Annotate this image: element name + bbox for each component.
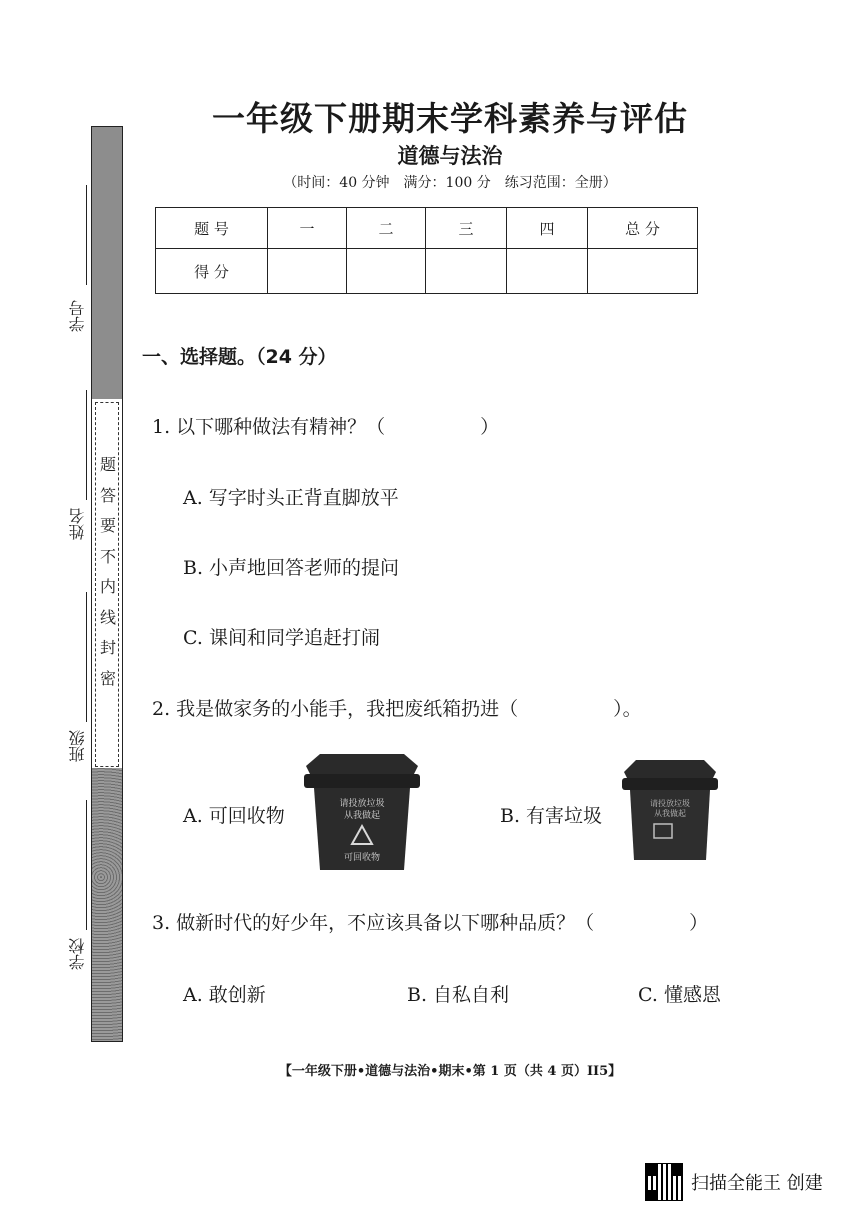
- scanner-watermark: [645, 1163, 823, 1201]
- scanner-text: 扫描全能王 创建: [691, 1173, 823, 1194]
- table-cell: 三: [426, 208, 507, 249]
- score-input-cell[interactable]: [426, 249, 507, 294]
- binding-strip-bottom: [92, 768, 122, 1041]
- hazardous-bin-label-top: 请投放垃圾: [650, 799, 690, 808]
- question-1-option-c[interactable]: C. 课间和同学追赶打闹: [183, 627, 380, 649]
- subject-title: 道德与法治: [397, 144, 503, 168]
- recyclable-bin-label-bottom: 可回收物: [343, 853, 381, 863]
- seal-char: 题: [99, 455, 116, 474]
- seal-char: 要: [99, 516, 116, 535]
- page-title: 一年级下册期末学科素养与评估: [212, 99, 688, 138]
- student-id-label: 学号: [68, 300, 87, 332]
- seal-char: 不: [99, 546, 116, 566]
- score-input-cell[interactable]: [347, 249, 426, 294]
- table-cell: 得 分: [156, 249, 268, 294]
- table-cell: 总 分: [588, 208, 698, 249]
- question-3-option-a[interactable]: A. 敢创新: [183, 984, 266, 1006]
- question-2-stem: 2. 我是做家务的小能手，我把废纸箱扔进（ ）。: [152, 698, 642, 720]
- recyclable-bin-label-top: 请投放垃圾: [339, 799, 385, 809]
- question-2-option-a[interactable]: A. 可回收物: [183, 805, 285, 827]
- question-1-option-a[interactable]: A. 写字时头正背直脚放平: [183, 487, 399, 509]
- table-cell: 四: [507, 208, 588, 249]
- question-3-option-b[interactable]: B. 自私自利: [407, 984, 510, 1006]
- score-input-cell[interactable]: [268, 249, 347, 294]
- score-input-cell[interactable]: [588, 249, 698, 294]
- question-3-stem: 3. 做新时代的好少年，不应该具备以下哪种品质？（ ）: [152, 912, 709, 934]
- question-1-stem: 1. 以下哪种做法有精神？（ ）: [152, 416, 500, 438]
- exam-meta: （时间：40 分钟 满分：100 分 练习范围：全册）: [283, 175, 617, 191]
- hazardous-bin-label-mid: 从我做起: [654, 809, 686, 818]
- student-id-line[interactable]: [86, 185, 87, 285]
- recyclable-bin-label-mid: 从我做起: [343, 811, 381, 821]
- seal-char: 线: [99, 607, 116, 627]
- seal-char: 密: [99, 668, 116, 688]
- score-table-header-row: [156, 208, 698, 249]
- score-table: [155, 207, 698, 294]
- seal-char: 答: [99, 485, 116, 505]
- seal-char: 封: [99, 638, 116, 657]
- recyclable-bin-image: [300, 748, 424, 874]
- qr-code-icon: [645, 1163, 683, 1201]
- section-heading: 一、选择题。（24 分）: [142, 346, 337, 368]
- table-cell: 题 号: [156, 208, 268, 249]
- table-cell: 二: [347, 208, 426, 249]
- school-label: 学校: [68, 938, 87, 970]
- seal-char: 内: [99, 577, 116, 596]
- class-line[interactable]: [86, 592, 87, 722]
- seal-line-notice: [97, 450, 119, 694]
- name-line[interactable]: [86, 390, 87, 500]
- table-cell: 一: [268, 208, 347, 249]
- question-3-option-c[interactable]: C. 懂感恩: [638, 984, 721, 1006]
- class-label: 班级: [68, 730, 87, 762]
- score-input-cell[interactable]: [507, 249, 588, 294]
- school-line[interactable]: [86, 800, 87, 930]
- hazardous-bin-image: [618, 756, 722, 864]
- score-table-score-row: [156, 249, 698, 294]
- question-2-option-b[interactable]: B. 有害垃圾: [500, 805, 603, 827]
- name-label: 姓名: [68, 508, 87, 540]
- question-1-option-b[interactable]: B. 小声地回答老师的提问: [183, 557, 400, 579]
- page-footer: 【一年级下册•道德与法治•期末•第 1 页（共 4 页）II5】: [278, 1064, 622, 1079]
